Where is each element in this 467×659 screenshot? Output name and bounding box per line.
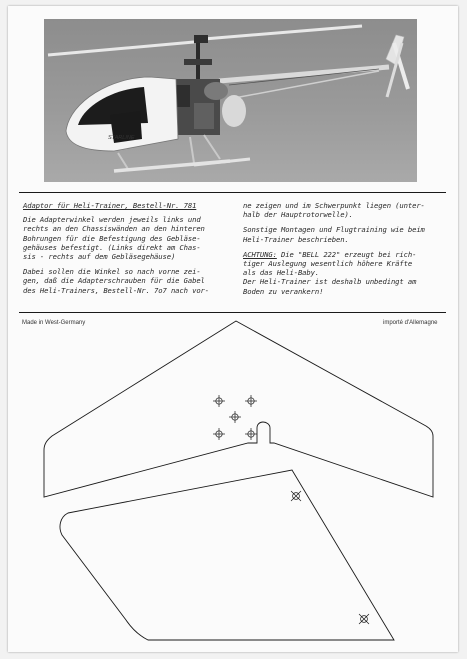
text-line: gehäuses befestigt. (Links direkt am Chas- <box>23 242 201 252</box>
adaptor-heading: Adaptor für Heli-Trainer, Bestell-Nr. 781 <box>23 201 197 210</box>
text-line: Heli-Trainer beschrieben. <box>243 234 349 244</box>
warning-label: ACHTUNG: <box>243 249 277 259</box>
drill-mark-icon <box>245 395 257 407</box>
drill-mark-icon <box>245 428 257 440</box>
text-line: Sonstige Montagen und Flugtraining wie beim <box>243 225 425 235</box>
drill-mark-icon <box>229 411 241 423</box>
text-line: tiger Auslegung wesentlich höhere Kräfte <box>243 259 413 269</box>
imported-label: importé d'Allemagne <box>383 320 438 326</box>
drill-marker-group-upper <box>213 395 257 440</box>
drill-mark-icon <box>213 395 225 407</box>
text-line: rechts an den Chassiswänden an den hinteren <box>23 224 205 234</box>
drill-mark-icon <box>213 428 225 440</box>
text-line: gen, daß die Adapterschrauben für die Gabel <box>23 276 205 286</box>
made-in-label: Made in West-Germany <box>22 320 86 326</box>
text-line: Bohrungen für die Befestigung des Gebläse- <box>23 233 201 243</box>
lower-template-outline <box>60 470 394 640</box>
text-line: Dabei sollen die Winkel so nach vorne zei- <box>23 267 201 277</box>
text-line: Der Heli-Trainer ist deshalb unbedingt am <box>243 277 417 287</box>
drill-marker-group-lower <box>291 491 369 624</box>
upper-template-outline <box>44 321 433 497</box>
fuselage-logo: STARLINE <box>108 135 135 141</box>
text-line: Boden zu verankern! <box>243 286 324 296</box>
drill-mark-icon <box>291 491 301 501</box>
warning-first-line: Die "BELL 222" erzeugt bei rich- <box>276 249 417 259</box>
text-line: halb der Hauptrotorwelle). <box>243 210 353 220</box>
text-line: des Heli-Trainers, Bestell-Nr. 7o7 nach vor- <box>23 285 209 295</box>
text-line: sis - rechts auf dem Gebläsegehäuse) <box>23 252 176 262</box>
text-line: ne zeigen und im Schwerpunkt liegen (unter- <box>243 201 425 210</box>
drill-mark-icon <box>359 614 369 624</box>
text-line: als das Heli-Baby. <box>243 268 320 278</box>
text-line: Die Adapterwinkel werden jeweils links und <box>23 215 201 225</box>
